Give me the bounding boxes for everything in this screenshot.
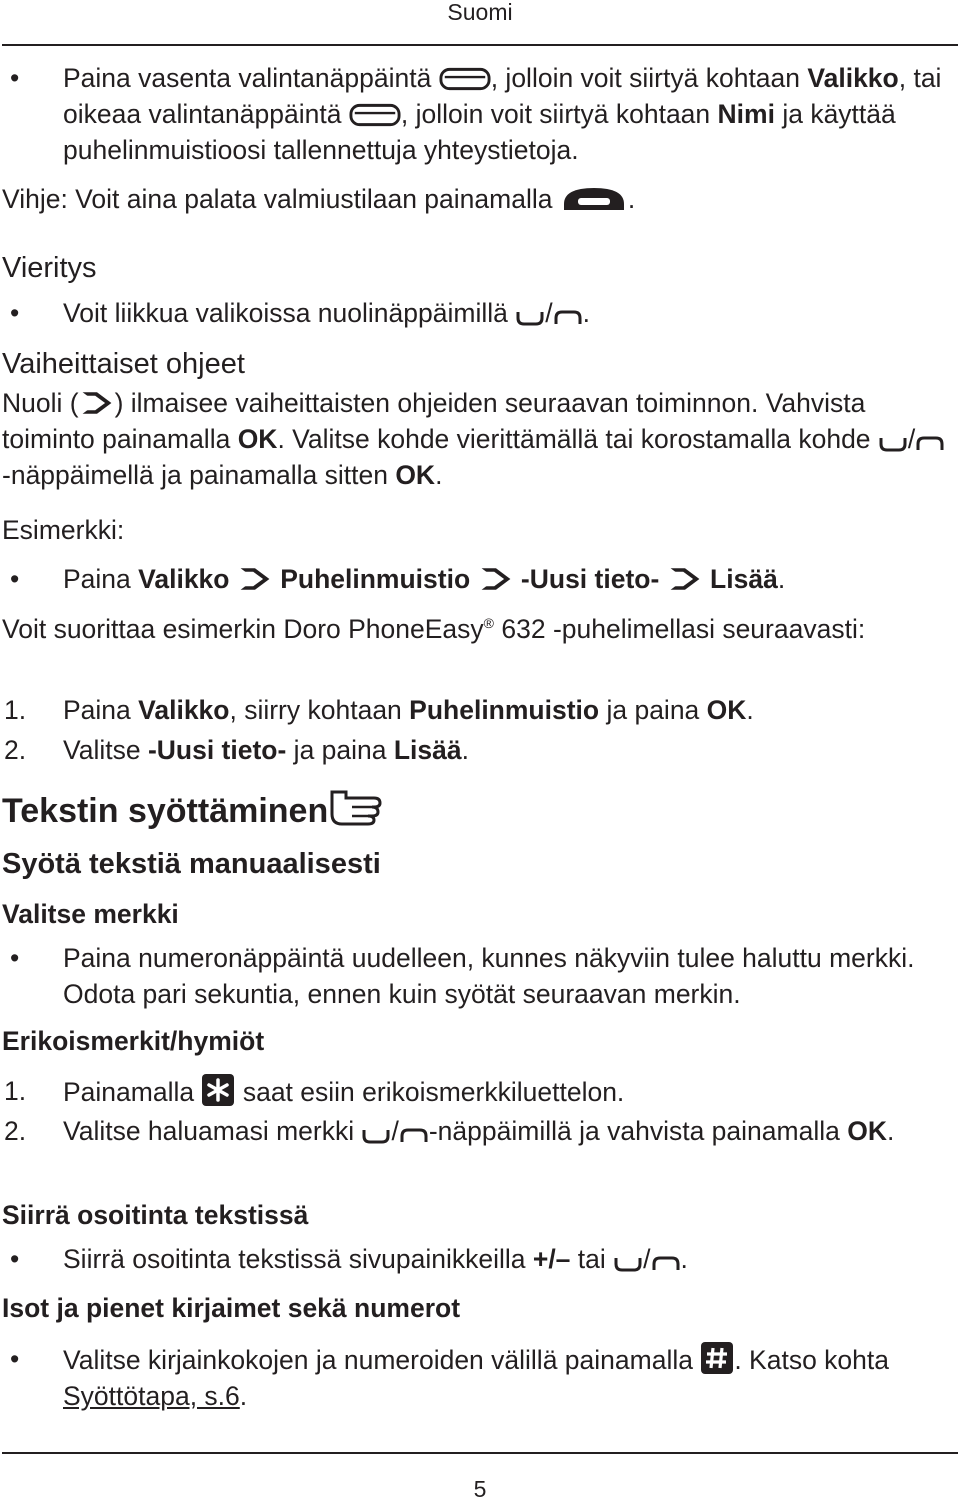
end-call-icon: [560, 184, 628, 214]
select-char-bullet: • Paina numeronäppäintä uudelleen, kunnes näkyviin tulee haluttu merkki. Odota pari sekuntia, ennen kuin syötät seuraavan merkin.: [10, 943, 915, 1009]
subtitle-case: Isot ja pienet kirjaimet sekä numerot: [2, 1293, 461, 1323]
example-label: Esimerkki:: [2, 515, 125, 545]
subtitle-cursor: Siirrä osoitinta tekstissä: [2, 1200, 309, 1230]
section-title-scroll: Vieritys: [2, 252, 97, 284]
link-input-method[interactable]: Syöttötapa, s.6: [63, 1381, 240, 1411]
header-rule: [2, 44, 958, 46]
running-header: Suomi: [447, 0, 513, 25]
scroll-bullet: • Voit liikkua valikoissa nuolinäppäimillä / .: [10, 298, 590, 328]
cursor-bullet: • Siirrä osoitinta tekstissä sivupainikkeilla +/– tai / .: [10, 1244, 688, 1274]
intro-bullet: • Paina vasenta valintanäppäintä , jolloin voit siirtyä kohtaan Valikko, tai oikeaa valintanäppäintä , jolloin voit siirtyä kohtaan Nimi ja käyttää puhelinmuistioosi tallennettuja yhteystietoja.: [10, 63, 942, 165]
nav-down-icon: [613, 1254, 643, 1274]
nav-up-icon: [553, 308, 583, 328]
example-step-2: 2. Valitse -Uusi tieto- ja paina Lisää.: [4, 735, 470, 765]
step-arrow-icon: [79, 388, 115, 418]
step-arrow-icon: [237, 564, 273, 594]
nav-up-icon: [651, 1254, 681, 1274]
hint-text: Vihje: Voit aina palata valmiustilaan painamalla .: [2, 184, 636, 214]
special-step-2: 2. Valitse haluamasi merkki / -näppäimillä ja vahvista painamalla OK.: [4, 1116, 895, 1146]
page-number: 5: [473, 1476, 487, 1502]
section-title-manual: Syötä tekstiä manuaalisesti: [2, 848, 381, 880]
example-bullet: • Paina Valikko Puhelinmuistio -Uusi tieto- Lisää.: [10, 564, 786, 594]
nav-up-icon: [915, 434, 945, 454]
special-step-1: 1. Painamalla saat esiin erikoismerkkiluettelon.: [2, 1073, 952, 1110]
footer-rule: [2, 1452, 958, 1454]
example-step-1: 1. Paina Valikko, siirry kohtaan Puhelinmuistio ja paina OK.: [4, 695, 754, 725]
text-input-icon: [328, 788, 384, 826]
chapter-title: Tekstin syöttäminen: [2, 788, 384, 831]
section-title-steps: Vaiheittaiset ohjeet: [2, 348, 245, 380]
hash-key-icon: [700, 1341, 734, 1375]
step-arrow-icon: [667, 564, 703, 594]
case-bullet: • Valitse kirjainkokojen ja numeroiden välillä painamalla . Katso kohta Syöttötapa, s.6.: [2, 1341, 952, 1414]
subtitle-special: Erikoismerkit/hymiöt: [2, 1026, 265, 1056]
nav-down-icon: [878, 434, 908, 454]
left-soft-key-icon: [439, 65, 491, 93]
star-key-icon: [201, 1073, 235, 1107]
nav-down-icon: [515, 308, 545, 328]
subtitle-select-char: Valitse merkki: [2, 899, 179, 929]
nav-down-icon: [361, 1126, 391, 1146]
example-intro: Voit suorittaa esimerkin Doro PhoneEasy® 632 -puhelimellasi seuraavasti:: [2, 613, 866, 644]
nav-up-icon: [399, 1126, 429, 1146]
steps-paragraph: Nuoli ( ) ilmaisee vaiheittaisten ohjeiden seuraavan toiminnon. Vahvista toiminto painamalla OK. Valitse kohde vierittämällä tai korostamalla kohde /-näppäimellä ja painamalla sitten OK.: [2, 385, 952, 493]
right-soft-key-icon: [349, 101, 401, 129]
step-arrow-icon: [478, 564, 514, 594]
